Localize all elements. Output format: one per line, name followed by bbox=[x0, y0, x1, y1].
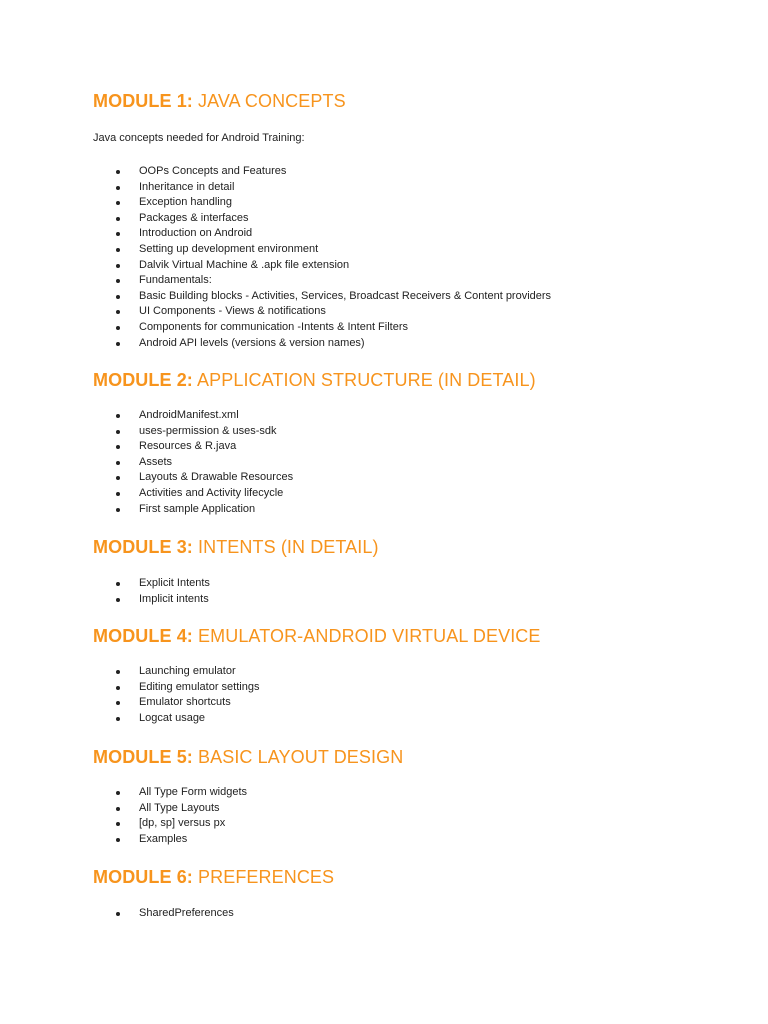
module-2-heading bbox=[93, 369, 728, 391]
bullet-icon bbox=[116, 838, 120, 842]
bullet-icon bbox=[116, 342, 120, 346]
list-item bbox=[93, 439, 728, 455]
list-item bbox=[93, 695, 728, 711]
list-item bbox=[93, 226, 728, 242]
list-item-text: Emulator shortcuts bbox=[139, 696, 231, 709]
list-item bbox=[93, 711, 728, 727]
module-4-prefix: MODULE 4: bbox=[93, 626, 193, 646]
bullet-icon bbox=[116, 791, 120, 795]
list-item bbox=[93, 592, 728, 608]
list-item bbox=[93, 320, 728, 336]
list-item bbox=[93, 502, 728, 518]
list-item-text: Editing emulator settings bbox=[139, 680, 260, 693]
module-5-section bbox=[93, 746, 728, 847]
list-item-text: Android API levels (versions & version names) bbox=[139, 336, 365, 349]
bullet-icon bbox=[116, 170, 120, 174]
module-4-topic-list bbox=[93, 664, 728, 726]
list-item bbox=[93, 289, 728, 305]
list-item bbox=[93, 664, 728, 680]
list-item-text: Implicit intents bbox=[139, 592, 209, 605]
module-2-topic-list bbox=[93, 408, 728, 517]
module-2-prefix: MODULE 2: bbox=[93, 370, 193, 390]
list-item bbox=[93, 408, 728, 424]
bullet-icon bbox=[116, 201, 120, 205]
list-item-text: [dp, sp] versus px bbox=[139, 817, 226, 830]
list-item bbox=[93, 832, 728, 848]
bullet-icon bbox=[116, 264, 120, 268]
list-item-text: Examples bbox=[139, 832, 188, 845]
list-item-text: AndroidManifest.xml bbox=[139, 409, 239, 421]
bullet-icon bbox=[116, 492, 120, 496]
module-5-topic-list bbox=[93, 785, 728, 847]
list-item bbox=[93, 801, 728, 817]
list-item-text: Components for communication -Intents & Intent Filters bbox=[139, 320, 409, 333]
bullet-icon bbox=[116, 822, 120, 826]
list-item-text: Fundamentals: bbox=[139, 274, 212, 287]
list-item bbox=[93, 576, 728, 592]
module-1-title: JAVA CONCEPTS bbox=[198, 91, 346, 111]
list-item-text: All Type Layouts bbox=[139, 801, 220, 814]
module-5-prefix: MODULE 5: bbox=[93, 747, 193, 767]
list-item bbox=[93, 195, 728, 211]
list-item-text: Inheritance in detail bbox=[139, 180, 235, 193]
list-item-text: Resources & R.java bbox=[139, 440, 237, 453]
bullet-icon bbox=[116, 186, 120, 190]
list-item bbox=[93, 242, 728, 258]
bullet-icon bbox=[116, 295, 120, 299]
list-item-text: Launching emulator bbox=[139, 665, 236, 677]
list-item-text: UI Components - Views & notifications bbox=[139, 305, 326, 318]
list-item-text: Dalvik Virtual Machine & .apk file extension bbox=[139, 258, 350, 271]
list-item bbox=[93, 258, 728, 274]
list-item-text: Introduction on Android bbox=[139, 227, 253, 240]
module-3-prefix: MODULE 3: bbox=[93, 537, 193, 557]
list-item bbox=[93, 304, 728, 320]
bullet-icon bbox=[116, 582, 120, 586]
module-1-topic-list bbox=[93, 164, 728, 351]
list-item-text: First sample Application bbox=[139, 502, 256, 515]
module-3-topic-list bbox=[93, 576, 728, 607]
module-5-heading bbox=[93, 746, 728, 768]
list-item-text: Layouts & Drawable Resources bbox=[139, 471, 294, 484]
list-item-text: All Type Form widgets bbox=[139, 786, 248, 798]
list-item bbox=[93, 211, 728, 227]
module-6-prefix: MODULE 6: bbox=[93, 867, 193, 887]
bullet-icon bbox=[116, 279, 120, 283]
bullet-icon bbox=[116, 430, 120, 434]
bullet-icon bbox=[116, 476, 120, 480]
list-item-text: Logcat usage bbox=[139, 711, 206, 724]
list-item-text: SharedPreferences bbox=[139, 907, 234, 919]
bullet-icon bbox=[116, 414, 120, 418]
bullet-icon bbox=[116, 701, 120, 705]
bullet-icon bbox=[116, 912, 120, 916]
module-1-heading bbox=[93, 90, 728, 112]
module-6-section bbox=[93, 866, 728, 922]
bullet-icon bbox=[116, 807, 120, 811]
bullet-icon bbox=[116, 717, 120, 721]
list-item bbox=[93, 785, 728, 801]
bullet-icon bbox=[116, 461, 120, 465]
list-item bbox=[93, 455, 728, 471]
bullet-icon bbox=[116, 248, 120, 252]
bullet-icon bbox=[116, 686, 120, 690]
bullet-icon bbox=[116, 598, 120, 602]
list-item-text: Basic Building blocks - Activities, Services, Broadcast Receivers & Content providers bbox=[139, 289, 552, 302]
list-item-text: Activities and Activity lifecycle bbox=[139, 486, 284, 499]
bullet-icon bbox=[116, 310, 120, 314]
module-6-heading bbox=[93, 866, 728, 888]
list-item-text: uses-permission & uses-sdk bbox=[139, 424, 277, 437]
bullet-icon bbox=[116, 326, 120, 330]
module-6-title: PREFERENCES bbox=[198, 867, 335, 887]
module-5-title: BASIC LAYOUT DESIGN bbox=[198, 747, 404, 767]
list-item bbox=[93, 680, 728, 696]
module-4-title: EMULATOR-ANDROID VIRTUAL DEVICE bbox=[198, 626, 541, 646]
list-item bbox=[93, 336, 728, 352]
module-1-intro: Java concepts needed for Android Training: bbox=[93, 132, 305, 144]
bullet-icon bbox=[116, 670, 120, 674]
list-item-text: Packages & interfaces bbox=[139, 211, 249, 224]
module-6-topic-list bbox=[93, 906, 728, 922]
list-item-text: OOPs Concepts and Features bbox=[139, 165, 287, 177]
module-2-section bbox=[93, 369, 728, 517]
list-item bbox=[93, 470, 728, 486]
list-item bbox=[93, 180, 728, 196]
module-4-section bbox=[93, 625, 728, 726]
list-item bbox=[93, 906, 728, 922]
bullet-icon bbox=[116, 217, 120, 221]
list-item-text: Setting up development environment bbox=[139, 242, 319, 255]
module-3-heading bbox=[93, 536, 728, 558]
module-2-title: APPLICATION STRUCTURE (IN DETAIL) bbox=[197, 370, 536, 390]
module-1-section bbox=[93, 90, 728, 351]
list-item bbox=[93, 424, 728, 440]
list-item-text: Explicit Intents bbox=[139, 577, 210, 589]
list-item-text: Assets bbox=[139, 455, 173, 468]
list-item bbox=[93, 816, 728, 832]
module-3-section bbox=[93, 536, 728, 607]
list-item-text: Exception handling bbox=[139, 196, 232, 209]
bullet-icon bbox=[116, 508, 120, 512]
module-4-heading bbox=[93, 625, 728, 647]
list-item bbox=[93, 164, 728, 180]
module-1-prefix: MODULE 1: bbox=[93, 91, 193, 111]
list-item bbox=[93, 273, 728, 289]
list-item bbox=[93, 486, 728, 502]
bullet-icon bbox=[116, 445, 120, 449]
module-3-title: INTENTS (IN DETAIL) bbox=[198, 537, 379, 557]
bullet-icon bbox=[116, 232, 120, 236]
